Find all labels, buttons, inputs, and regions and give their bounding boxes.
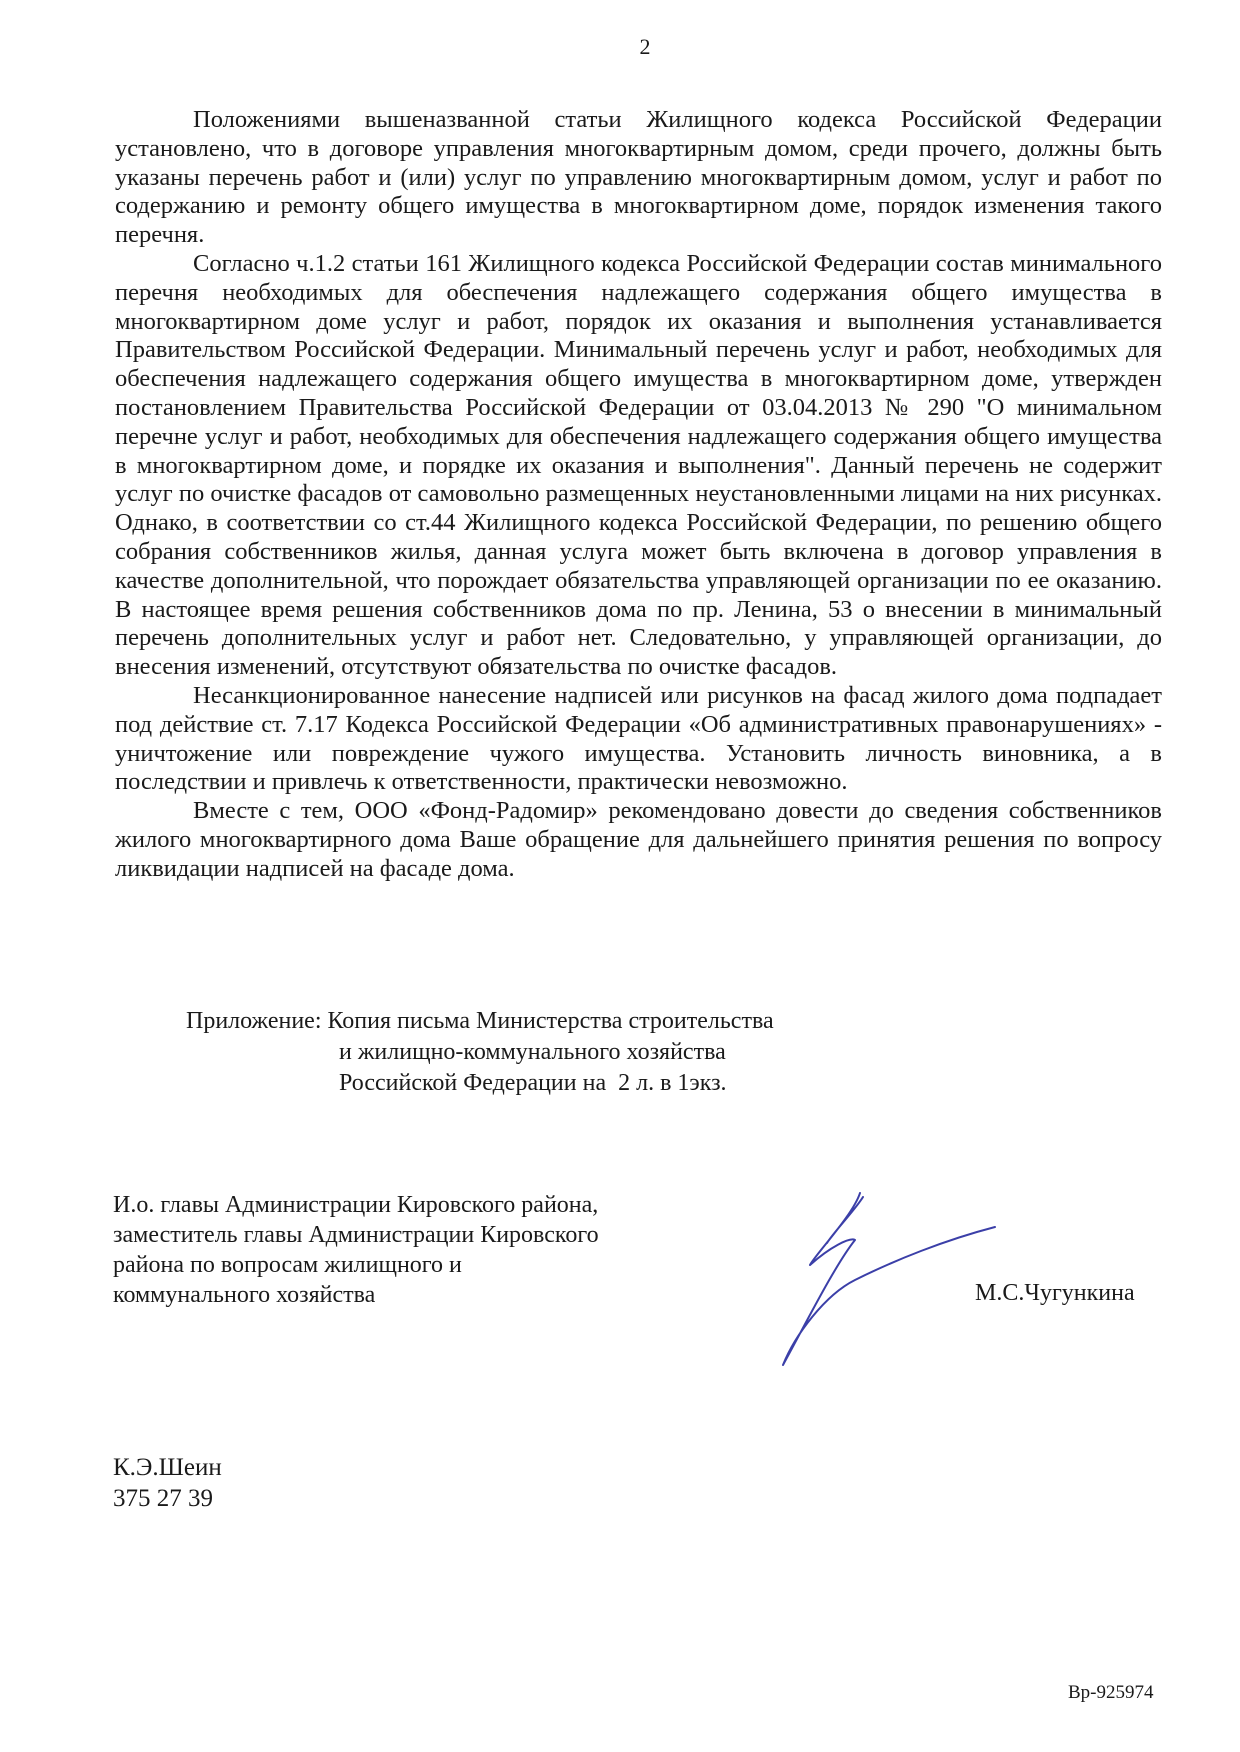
paragraph: Положениями вышеназванной статьи Жилищного кодекса Российской Федерации установлено, что в договоре управления многоквартирным домом, среди прочего, должны быть указаны перечень работ и (или) услуг по управлению многоквартирным домом, услуг и работ по содержанию и ремонту общего имущества в многоквартирном доме, порядок изменения такого перечня. (115, 106, 1162, 249)
signatory-title-line: коммунального хозяйства (113, 1282, 376, 1308)
attachment-note (186, 1006, 774, 1099)
handwritten-signature (755, 1185, 1005, 1370)
attachment-line: и жилищно-коммунального хозяйства (339, 1039, 726, 1065)
paragraph: Согласно ч.1.2 статьи 161 Жилищного кодекса Российской Федерации состав минимального перечня необходимых для обеспечения надлежащего содержания общего имущества в многоквартирном доме услуг и работ, порядок их оказания и выполнения устанавливается Правительством Российской Федерации. Минимальный перечень услуг и работ, необходимых для обеспечения надлежащего содержания общего имущества в многоквартирном доме, утвержден постановлением Правительства Российской Федерации от 03.04.2013 № 290 "О минимальном перечне услуг и работ, необходимых для обеспечения надлежащего содержания общего имущества в многоквартирном доме, и порядке их оказания и выполнения". Данный перечень не содержит услуг по очистке фасадов от самовольно размещенных неустановленными лицами на них рисунках. Однако, в соответствии со ст.44 Жилищного кодекса Российской Федерации, по решению общего собрания собственников жилья, данная услуга может быть включена в договор управления в качестве дополнительной, что порождает обязательства управляющей организации по ее оказанию. В настоящее время решения собственников дома по пр. Ленина, 53 о внесении в минимальный перечень дополнительных услуг и работ нет. Следовательно, у управляющей организации, до внесения изменений, отсутствуют обязательства по очистке фасадов. (115, 249, 1162, 681)
signatory-title (113, 1190, 599, 1310)
attachment-line: Российской Федерации на 2 л. в 1экз. (339, 1070, 727, 1096)
letter-body (115, 106, 1162, 884)
signatory-title-line: И.о. главы Администрации Кировского района, (113, 1192, 599, 1218)
attachment-line: Приложение: Копия письма Министерства строительства (186, 1008, 774, 1034)
page-number: 2 (639, 34, 651, 59)
executor-name: К.Э.Шеин (113, 1454, 222, 1481)
signatory-name: М.С.Чугункина (975, 1280, 1135, 1306)
executor-phone: 375 27 39 (113, 1485, 213, 1512)
paragraph: Вместе с тем, ООО «Фонд-Радомир» рекомендовано довести до сведения собственников жилого многоквартирного дома Ваше обращение для дальнейшего принятия решения по вопросу ликвидации надписей на фасаде дома. (115, 797, 1162, 882)
document-id: Вр-925974 (1068, 1682, 1154, 1703)
signatory-title-line: заместитель главы Администрации Кировского (113, 1222, 599, 1248)
executor-info (113, 1452, 222, 1514)
signatory-title-line: района по вопросам жилищного и (113, 1252, 462, 1278)
attachment-label: Приложение: (186, 1008, 328, 1034)
paragraph: Несанкционированное нанесение надписей или рисунков на фасад жилого дома подпадает под действие ст. 7.17 Кодекса Российской Федерации «Об административных правонарушениях» - уничтожение или повреждение чужого имущества. Установить личность виновника, а в последствии и привлечь к ответственности, практически невозможно. (115, 681, 1162, 796)
